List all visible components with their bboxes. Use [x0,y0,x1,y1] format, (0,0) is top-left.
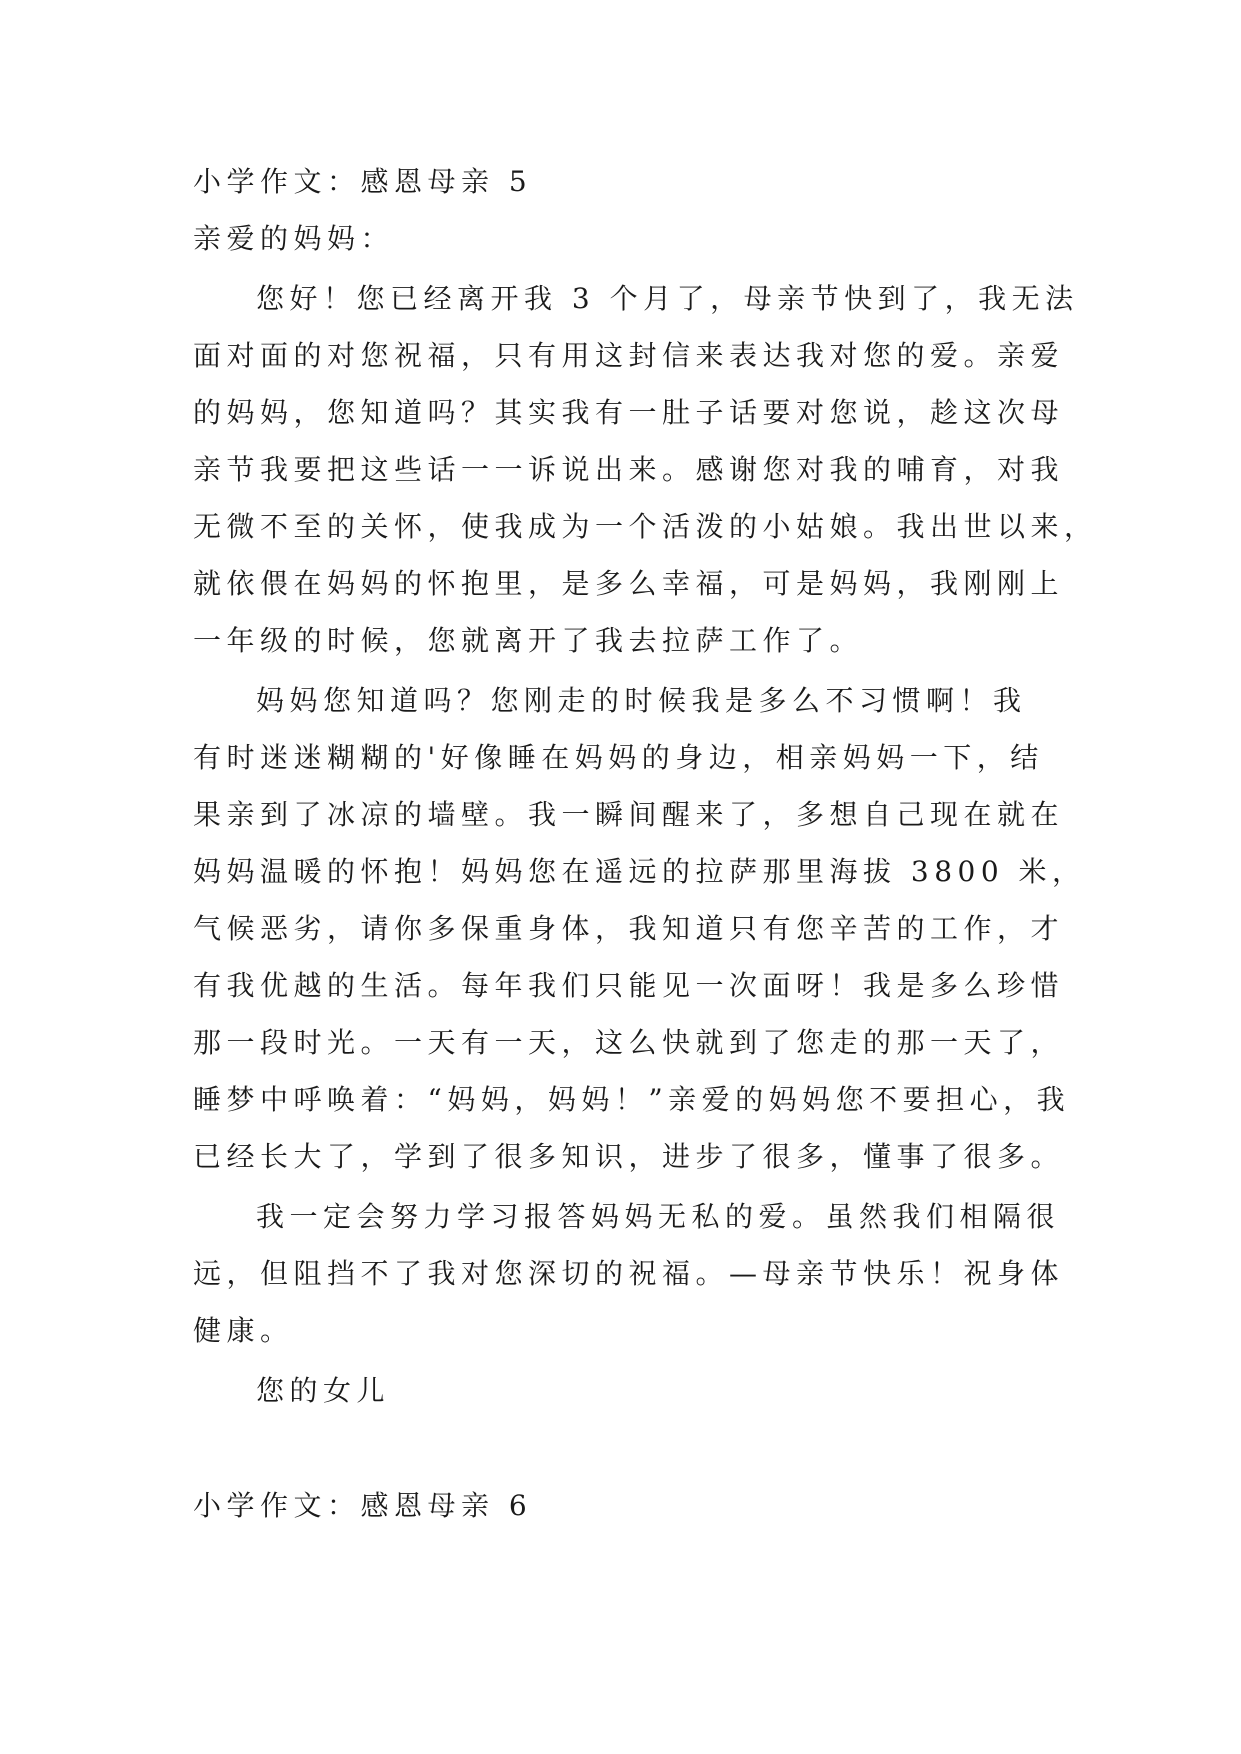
paragraph-3-line-3: 健康。 [193,1314,294,1347]
essay-title-5: 小学作文：感恩母亲 5 [193,165,533,198]
signature: 您的女儿 [256,1374,391,1407]
paragraph-3-line-1: 我一定会努力学习报答妈妈无私的爱。虽然我们相隔很 [256,1200,1061,1233]
essay-title-6: 小学作文：感恩母亲 6 [193,1489,533,1522]
paragraph-3-line-2: 远，但阻挡不了我对您深切的祝福。—母亲节快乐！祝身体 [193,1257,1065,1290]
paragraph-1-line-7: 一年级的时候，您就离开了我去拉萨工作了。 [193,624,864,657]
paragraph-1-line-6: 就依偎在妈妈的怀抱里，是多么幸福，可是妈妈，我刚刚上 [193,567,1065,600]
paragraph-2-line-9: 已经长大了，学到了很多知识，进步了很多，懂事了很多。 [193,1140,1065,1173]
paragraph-2-line-7: 那一段时光。一天有一天，这么快就到了您走的那一天了， [193,1026,1065,1059]
paragraph-2-line-5: 气候恶劣，请你多保重身体，我知道只有您辛苦的工作，才 [193,912,1065,945]
salutation: 亲爱的妈妈： [193,222,395,255]
paragraph-2-line-8: 睡梦中呼唤着：“妈妈，妈妈！”亲爱的妈妈您不要担心，我 [193,1083,1071,1116]
paragraph-1-line-3: 的妈妈，您知道吗？其实我有一肚子话要对您说，趁这次母 [193,396,1065,429]
paragraph-1-line-4: 亲节我要把这些话一一诉说出来。感谢您对我的哺育，对我 [193,453,1065,486]
paragraph-1-line-5: 无微不至的关怀，使我成为一个活泼的小姑娘。我出世以来， [193,510,1098,543]
paragraph-2-line-3: 果亲到了冰凉的墙壁。我一瞬间醒来了，多想自己现在就在 [193,798,1065,831]
paragraph-1-line-2: 面对面的对您祝福，只有用这封信来表达我对您的爱。亲爱 [193,339,1065,372]
paragraph-2-line-2: 有时迷迷糊糊的'好像睡在妈妈的身边，相亲妈妈一下，结 [193,741,1044,774]
paragraph-1-line-1: 您好！您已经离开我 3 个月了，母亲节快到了，我无法 [256,282,1079,315]
paragraph-2-line-6: 有我优越的生活。每年我们只能见一次面呀！我是多么珍惜 [193,969,1065,1002]
paragraph-2-line-4: 妈妈温暖的怀抱！妈妈您在遥远的拉萨那里海拔 3800 米， [193,855,1086,888]
paragraph-2-line-1: 妈妈您知道吗？您刚走的时候我是多么不习惯啊！我 [256,684,1027,717]
